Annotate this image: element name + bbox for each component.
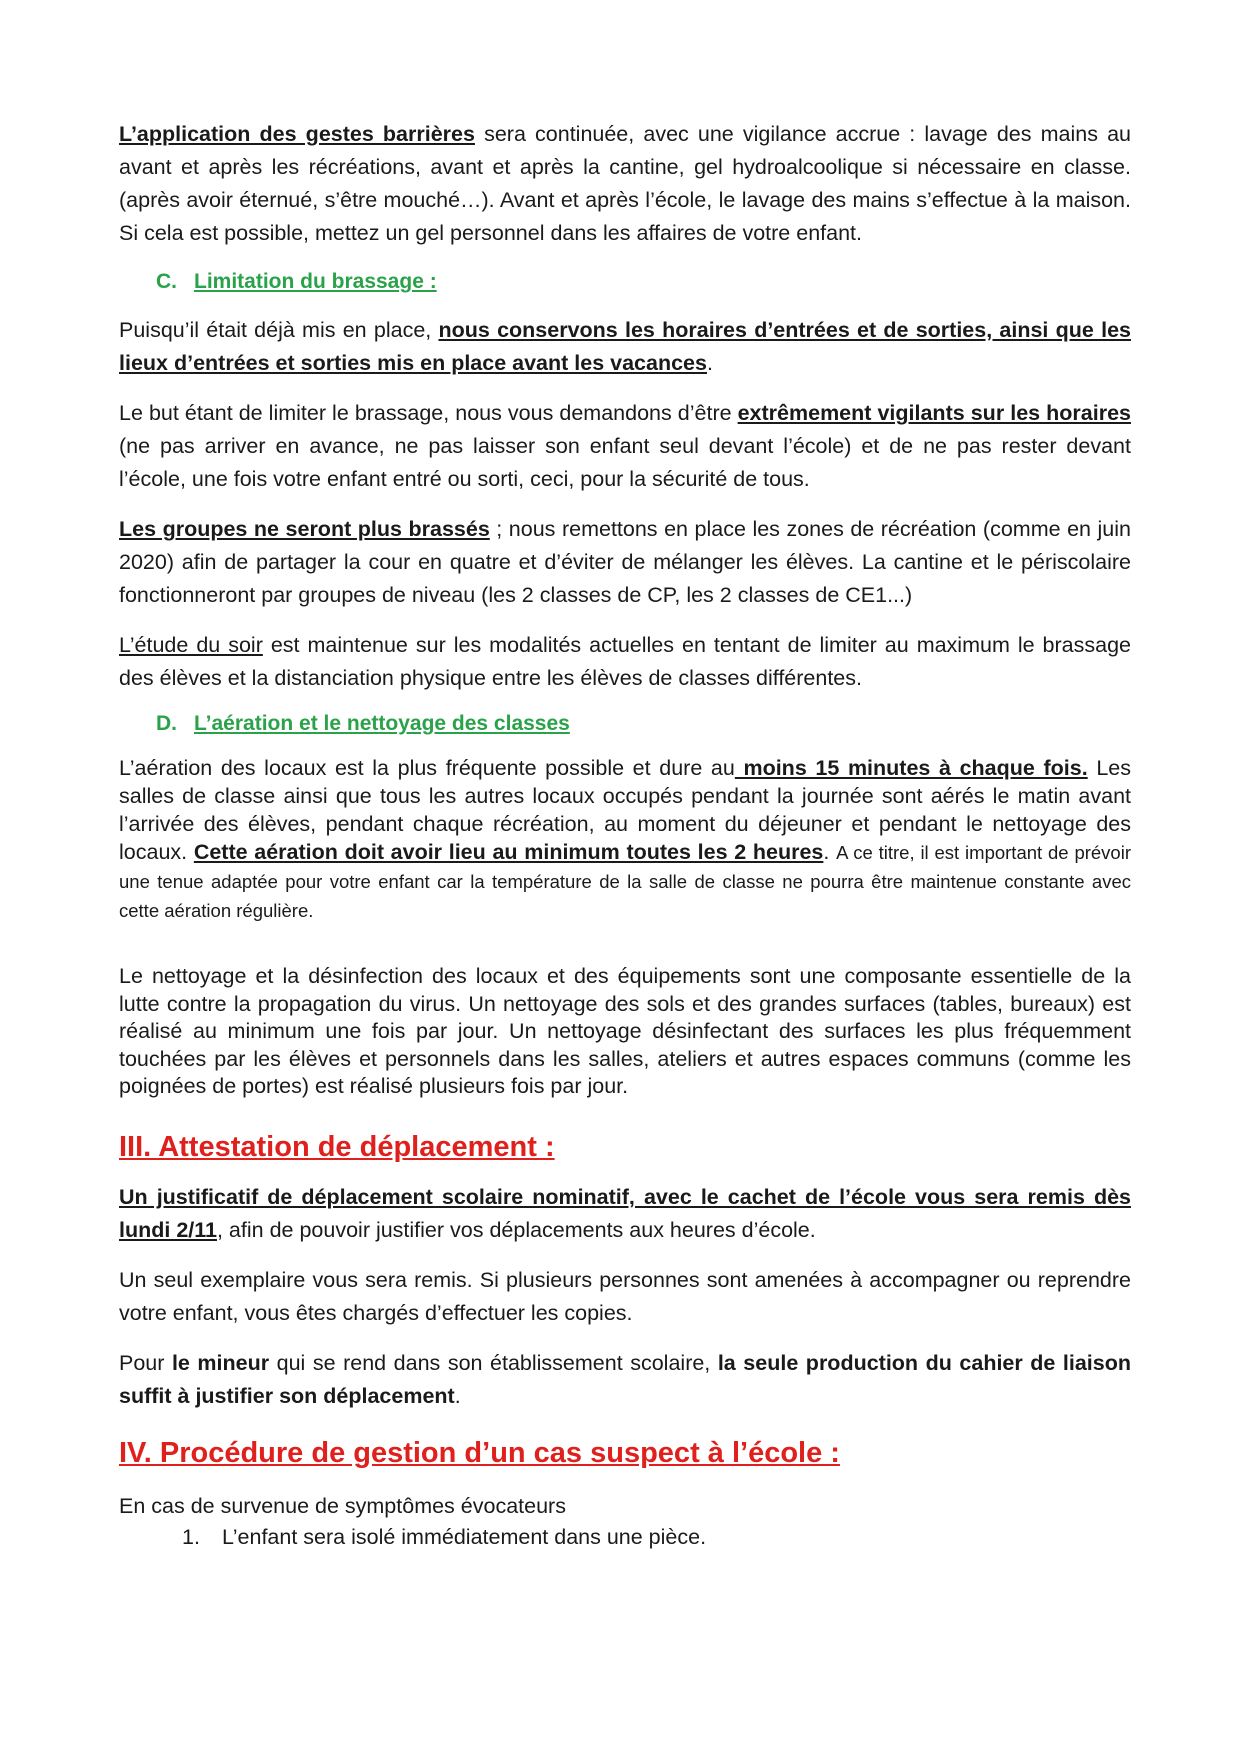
section-4-heading: IV. Procédure de gestion d’un cas suspect à l’école : (119, 1436, 840, 1469)
gestes-barrieres-text: sera continuée, avec une vigilance accrue : lavage des mains au avant et après les récréations, avant et après la cantine, gel hydroalcoolique si nécessaire en classe. (après avoir éternué, s’être mouché…). Avant et après l’école, le lavage des mains s’effectue à la maison. Si cela est possible, mettez un gel personnel dans les affaires de votre enfant. (119, 122, 1132, 245)
groupes-end: ; nous remettons en place les zones de récréation (comme en juin 2020) afin de partager la cour en quatre et d’éviter de mélanger les élèves. La cantine et le périscolaire fonctionneront par groupes de niveau (les 2 classes de CP, les 2 classes de CE1...) (119, 517, 1131, 607)
list-item-text: L’enfant sera isolé immédiatement dans une pièce. (222, 1524, 707, 1549)
paragraph-horaires (119, 314, 1131, 380)
horaires-bold: nous conservons les horaires d’entrées et de sorties, ainsi que les lieux d’entrées et sorties mis en place avant les vacances (119, 318, 1131, 375)
aeration-end: . (823, 840, 837, 864)
paragraph-symptomes: En cas de survenue de symptômes évocateurs (119, 1493, 566, 1518)
etude-underline: L’étude du soir (119, 633, 263, 657)
justificatif-bold: Un justificatif de déplacement scolaire nominatif, avec le cachet de l’école vous sera remis dès lundi 2/11 (119, 1184, 1131, 1242)
paragraph-etude-du-soir (119, 629, 1131, 695)
paragraph-justificatif (119, 1181, 1131, 1247)
section-d-heading (156, 707, 1131, 740)
paragraph-nettoyage: Le nettoyage et la désinfection des locaux et des équipements sont une composante essentielle de la lutte contre la propagation du virus. Un nettoyage des sols et des grandes surfaces (tables, bureaux) est réalisé au minimum une fois par jour. Un nettoyage désinfectant des surfaces les plus fréquemment touchées par les élèves et personnels dans les salles, ateliers et autres espaces communs (comme les poignées de portes) est réalisé plusieurs fois par jour. (119, 964, 1131, 1098)
aeration-start: L’aération des locaux est la plus fréquente possible et dure au (119, 756, 735, 780)
groupes-bold: Les groupes ne seront plus brassés (119, 517, 490, 541)
aeration-bold-1: moins 15 minutes à chaque fois. (734, 756, 1088, 780)
aeration-middle: Les salles de classe ainsi que tous les autres locaux occupés pendant la journée sont aérés le matin avant l’arrivée des élèves, pendant chaque récréation, au moment du déjeuner et pendant le nettoyage des locaux. (119, 756, 1131, 864)
document-body (119, 118, 1131, 1554)
aeration-bold-2: Cette aération doit avoir lieu au minimum toutes les 2 heures (193, 840, 824, 864)
section-c-letter: C. (156, 270, 177, 293)
mineur-start: Pour (119, 1350, 172, 1375)
paragraph-groupes (119, 513, 1131, 612)
paragraph-gestes-barrieres (119, 118, 1131, 250)
etude-end: est maintenue sur les modalités actuelles en tentant de limiter au maximum le brassage des élèves et la distanciation physique entre les élèves de classes différentes. (119, 633, 1131, 690)
section-c-heading (156, 265, 1131, 298)
section-d-title: L’aération et le nettoyage des classes (194, 712, 570, 735)
horaires-end: . (706, 351, 713, 375)
section-d-letter: D. (156, 712, 177, 735)
justificatif-end: , afin de pouvoir justifier vos déplacements aux heures d’école. (216, 1217, 816, 1242)
paragraph-exemplaire: Un seul exemplaire vous sera remis. Si plusieurs personnes sont amenées à accompagner ou reprendre votre enfant, vous êtes chargés d’effectuer les copies. (119, 1267, 1131, 1325)
mineur-middle: qui se rend dans son établissement scolaire, (269, 1350, 718, 1375)
mineur-end: . (454, 1383, 461, 1408)
vigilance-start: Le but étant de limiter le brassage, nous vous demandons d’être (119, 401, 738, 425)
aeration-small: A ce titre, il est important de prévoir une tenue adaptée pour votre enfant car la température de la salle de classe ne pourra être maintenue constante avec cette aération régulière. (119, 842, 1131, 921)
gestes-barrieres-lead: L’application des gestes barrières (119, 122, 475, 146)
vigilance-end: (ne pas arriver en avance, ne pas laisser son enfant seul devant l’école) et de ne pas rester devant l’école, une fois votre enfant entré ou sorti, ceci, pour la sécurité de tous. (119, 434, 1131, 491)
section-3-heading: III. Attestation de déplacement : (119, 1130, 555, 1163)
horaires-start: Puisqu’il était déjà mis en place, (119, 318, 439, 342)
paragraph-aeration (119, 754, 1131, 925)
section-c-title: Limitation du brassage : (194, 270, 437, 293)
mineur-bold-1: le mineur (171, 1350, 270, 1375)
vigilance-bold: extrêmement vigilants sur les horaires (737, 401, 1131, 425)
list-item-number: 1. (182, 1524, 200, 1549)
paragraph-vigilance (119, 397, 1131, 496)
mineur-bold-2: la seule production du cahier de liaison suffit à justifier son déplacement (119, 1350, 1132, 1408)
list-item (182, 1521, 1131, 1554)
paragraph-mineur (119, 1347, 1131, 1413)
